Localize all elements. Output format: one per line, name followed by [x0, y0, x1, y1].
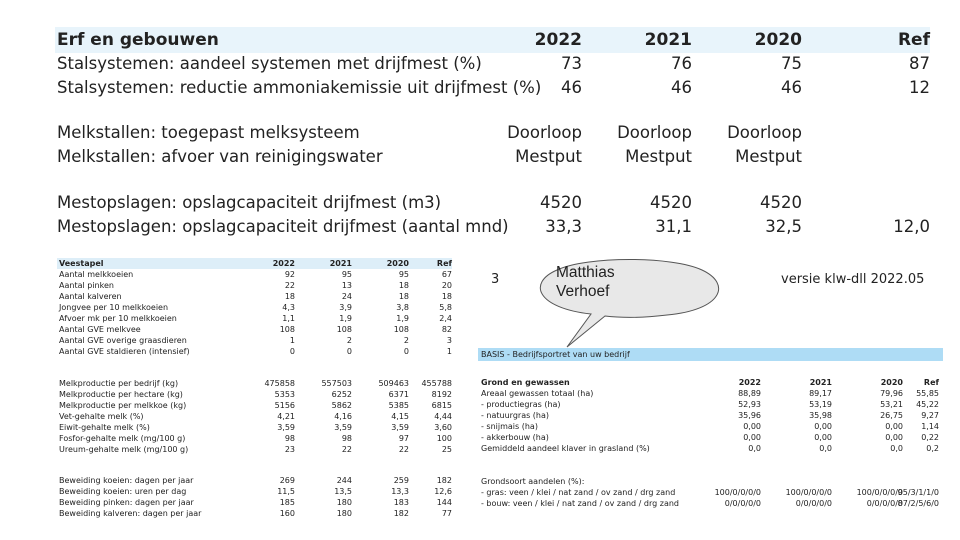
cell-2020: 0,0 — [890, 444, 903, 453]
cell-ref: 2,4 — [439, 314, 452, 323]
cell-ref: 12 — [909, 78, 930, 97]
cell-2020: 0 — [403, 347, 409, 356]
cell-2022: 475858 — [264, 379, 295, 388]
basis-banner: BASIS - Bedrijfsportret van uw bedrijf — [478, 348, 943, 361]
cell-ref: 82 — [441, 325, 452, 334]
cell-2020: 13,3 — [391, 487, 409, 496]
cell-2020: 0/0/0/0/0 — [866, 499, 903, 508]
cell-2022: 108 — [279, 325, 295, 334]
cell-2022: 0,00 — [743, 433, 761, 442]
cell-2022: 0,0 — [748, 444, 761, 453]
top-table-col-ref: Ref — [897, 30, 930, 50]
cell-2022: 5353 — [274, 390, 295, 399]
row-label: Grondsoort aandelen (%): — [481, 477, 585, 486]
row-label: Beweiding koeien: uren per dag — [59, 487, 187, 496]
col-ref: Ref — [923, 378, 939, 387]
cell-2020: 183 — [393, 498, 409, 507]
cell-2020: 1,9 — [396, 314, 409, 323]
cell-2022: 1 — [289, 336, 295, 345]
cell-2022: 35,96 — [738, 411, 761, 420]
cell-2022: 0 — [289, 347, 295, 356]
grond-title: Grond en gewassen — [481, 378, 570, 387]
cell-2020: 4,15 — [391, 412, 409, 421]
cell-2021: 3,9 — [339, 303, 352, 312]
cell-2022: 1,1 — [282, 314, 295, 323]
cell-ref: 9,27 — [921, 411, 939, 420]
cell-ref: 144 — [436, 498, 452, 507]
cell-2021: 76 — [671, 54, 692, 73]
cell-2020: 97 — [398, 434, 409, 443]
top-table — [0, 0, 960, 250]
cell-2021: Doorloop — [617, 123, 692, 142]
cell-2022: 160 — [279, 509, 295, 518]
cell-ref: 1 — [446, 347, 452, 356]
cell-2020: 259 — [393, 476, 409, 485]
cell-2021: 244 — [336, 476, 352, 485]
cell-2021: 4520 — [650, 193, 692, 212]
cell-ref: 25 — [441, 445, 452, 454]
cell-2022: 4,3 — [282, 303, 295, 312]
row-label: Melkproductie per melkkoe (kg) — [59, 401, 187, 410]
cell-2020: 18 — [398, 292, 409, 301]
cell-ref: 1,14 — [921, 422, 939, 431]
row-label: Aantal pinken — [59, 281, 114, 290]
cell-2021: 98 — [341, 434, 352, 443]
row-label: Aantal GVE staldieren (intensief) — [59, 347, 190, 356]
row-label: Mestopslagen: opslagcapaciteit drijfmest (aantal mnd) — [57, 217, 509, 236]
cell-2022: 100/0/0/0/0 — [714, 488, 761, 497]
cell-2022: 4,21 — [277, 412, 295, 421]
cell-2020: Doorloop — [727, 123, 802, 142]
cell-ref: 87 — [909, 54, 930, 73]
top-table-col-2022: 2022 — [534, 30, 582, 50]
row-label: Beweiding pinken: dagen per jaar — [59, 498, 194, 507]
cell-2021: 89,17 — [809, 389, 832, 398]
cell-2021: 13 — [341, 281, 352, 290]
veestapel-title: Veestapel — [59, 259, 104, 268]
row-label: - bouw: veen / klei / nat zand / ov zand / drg zand — [481, 499, 680, 508]
cell-ref: 100 — [436, 434, 452, 443]
cell-2020: 5385 — [388, 401, 409, 410]
cell-2021: 108 — [336, 325, 352, 334]
cell-2021: 1,9 — [339, 314, 352, 323]
cell-2021: 3,59 — [334, 423, 352, 432]
cell-2021: 5862 — [331, 401, 352, 410]
row-label: Melkstallen: toegepast melksysteem — [57, 123, 360, 142]
col-ref: Ref — [436, 259, 452, 268]
cell-ref: 12,6 — [434, 487, 452, 496]
cell-2021: 6252 — [331, 390, 352, 399]
cell-ref: 6815 — [431, 401, 452, 410]
cell-2021: 0,00 — [814, 433, 832, 442]
cell-2020: Mestput — [735, 147, 802, 166]
callout-line-2: Verhoef — [556, 283, 610, 300]
cell-ref: 3 — [446, 336, 452, 345]
cell-ref: 20 — [441, 281, 452, 290]
cell-ref: 182 — [436, 476, 452, 485]
top-table-col-2020: 2020 — [754, 30, 802, 50]
row-label: Vet-gehalte melk (%) — [59, 412, 144, 421]
cell-2021: 100/0/0/0/0 — [785, 488, 832, 497]
cell-2020: 3,59 — [391, 423, 409, 432]
top-table-title: Erf en gebouwen — [57, 30, 219, 50]
cell-2020: 509463 — [378, 379, 409, 388]
cell-2022: 4520 — [540, 193, 582, 212]
callout-text — [556, 263, 615, 301]
cell-2022: 23 — [284, 445, 295, 454]
cell-2021: 0 — [346, 347, 352, 356]
cell-2020: 0,00 — [885, 433, 903, 442]
col-2022: 2022 — [272, 259, 295, 268]
row-label: Aantal GVE melkvee — [59, 325, 141, 334]
cell-2022: 92 — [284, 270, 295, 279]
cell-2020: 182 — [393, 509, 409, 518]
cell-ref: 45,22 — [916, 400, 939, 409]
cell-2022: 18 — [284, 292, 295, 301]
col-2021: 2021 — [809, 378, 832, 387]
row-label: - gras: veen / klei / nat zand / ov zand / drg zand — [481, 488, 676, 497]
cell-2020: 26,75 — [880, 411, 903, 420]
cell-2020: 2 — [403, 336, 409, 345]
cell-ref: 455788 — [421, 379, 452, 388]
row-label: Afvoer mk per 10 melkkoeien — [59, 314, 177, 323]
cell-ref: 55,85 — [916, 389, 939, 398]
cell-2022: 185 — [279, 498, 295, 507]
col-2020: 2020 — [386, 259, 409, 268]
page-number: 3 — [491, 272, 500, 287]
cell-2021: 31,1 — [655, 217, 692, 236]
cell-2020: 0,00 — [885, 422, 903, 431]
cell-ref: 5,8 — [439, 303, 452, 312]
cell-ref: 0,2 — [926, 444, 939, 453]
cell-2021: 180 — [336, 509, 352, 518]
cell-2022: Mestput — [515, 147, 582, 166]
col-2020: 2020 — [880, 378, 903, 387]
cell-2021: 0/0/0/0/0 — [795, 499, 832, 508]
cell-2021: 24 — [341, 292, 352, 301]
cell-2022: 0,00 — [743, 422, 761, 431]
row-label: Fosfor-gehalte melk (mg/100 g) — [59, 434, 186, 443]
cell-ref: 12,0 — [893, 217, 930, 236]
row-label: Melkproductie per bedrijf (kg) — [59, 379, 179, 388]
cell-2020: 95 — [398, 270, 409, 279]
cell-2021: 4,16 — [334, 412, 352, 421]
row-label: Stalsystemen: aandeel systemen met drijfmest (%) — [57, 54, 482, 73]
cell-ref: 67 — [441, 270, 452, 279]
row-label: Beweiding kalveren: dagen per jaar — [59, 509, 202, 518]
cell-2022: 11,5 — [277, 487, 295, 496]
cell-ref: 0,22 — [921, 433, 939, 442]
cell-2021: 22 — [341, 445, 352, 454]
row-label: Gemiddeld aandeel klaver in grasland (%) — [481, 444, 650, 453]
cell-ref: 95/3/1/1/0 — [897, 488, 939, 497]
cell-2022: 3,59 — [277, 423, 295, 432]
row-label: Ureum-gehalte melk (mg/100 g) — [59, 445, 189, 454]
cell-2021: 0,0 — [819, 444, 832, 453]
cell-2022: 33,3 — [545, 217, 582, 236]
cell-2021: 0,00 — [814, 422, 832, 431]
cell-2020: 79,96 — [880, 389, 903, 398]
row-label: Aantal melkkoeien — [59, 270, 134, 279]
row-label: - akkerbouw (ha) — [481, 433, 549, 442]
row-label: Beweiding koeien: dagen per jaar — [59, 476, 194, 485]
top-table-col-2021: 2021 — [644, 30, 692, 50]
cell-ref: 3,60 — [434, 423, 452, 432]
cell-2020: 22 — [398, 445, 409, 454]
cell-ref: 4,44 — [434, 412, 452, 421]
cell-2020: 53,21 — [880, 400, 903, 409]
row-label: Eiwit-gehalte melk (%) — [59, 423, 150, 432]
cell-ref: 87/2/5/6/0 — [897, 499, 939, 508]
cell-2021: 53,19 — [809, 400, 832, 409]
cell-2021: 46 — [671, 78, 692, 97]
cell-2020: 18 — [398, 281, 409, 290]
cell-2020: 32,5 — [765, 217, 802, 236]
row-label: Stalsystemen: reductie ammoniakemissie uit drijfmest (%) — [57, 78, 542, 97]
cell-ref: 18 — [441, 292, 452, 301]
cell-2020: 46 — [781, 78, 802, 97]
cell-2022: 22 — [284, 281, 295, 290]
cell-2022: 88,89 — [738, 389, 761, 398]
cell-2020: 4520 — [760, 193, 802, 212]
cell-2022: 73 — [561, 54, 582, 73]
row-label: Aantal GVE overige graasdieren — [59, 336, 187, 345]
cell-2022: Doorloop — [507, 123, 582, 142]
cell-2021: 35,98 — [809, 411, 832, 420]
cell-2022: 269 — [279, 476, 295, 485]
cell-2022: 46 — [561, 78, 582, 97]
cell-2020: 75 — [781, 54, 802, 73]
row-label: Mestopslagen: opslagcapaciteit drijfmest (m3) — [57, 193, 442, 212]
row-label: Aantal kalveren — [59, 292, 122, 301]
grond-table — [479, 377, 944, 522]
cell-2022: 0/0/0/0/0 — [724, 499, 761, 508]
row-label: Jongvee per 10 melkkoeien — [59, 303, 169, 312]
cell-2020: 108 — [393, 325, 409, 334]
veestapel-table — [57, 258, 457, 518]
cell-2021: 180 — [336, 498, 352, 507]
cell-2021: 13,5 — [334, 487, 352, 496]
cell-2021: Mestput — [625, 147, 692, 166]
row-label: Melkstallen: afvoer van reinigingswater — [57, 147, 383, 166]
cell-2020: 100/0/0/0/0 — [856, 488, 903, 497]
cell-ref: 8192 — [431, 390, 452, 399]
row-label: - natuurgras (ha) — [481, 411, 550, 420]
col-2021: 2021 — [329, 259, 352, 268]
cell-2022: 5156 — [274, 401, 295, 410]
cell-2021: 95 — [341, 270, 352, 279]
callout-line-1: Matthias — [556, 264, 615, 281]
cell-2020: 3,8 — [396, 303, 409, 312]
cell-2022: 52,93 — [738, 400, 761, 409]
cell-2020: 6371 — [388, 390, 409, 399]
col-2022: 2022 — [738, 378, 761, 387]
version-label: versie klw-dll 2022.05 — [781, 272, 925, 287]
cell-2021: 2 — [346, 336, 352, 345]
row-label: Melkproductie per hectare (kg) — [59, 390, 183, 399]
row-label: Areaal gewassen totaal (ha) — [481, 389, 594, 398]
row-label: - productiegras (ha) — [481, 400, 561, 409]
cell-ref: 77 — [441, 509, 452, 518]
row-label: - snijmais (ha) — [481, 422, 538, 431]
cell-2021: 557503 — [321, 379, 352, 388]
cell-2022: 98 — [284, 434, 295, 443]
